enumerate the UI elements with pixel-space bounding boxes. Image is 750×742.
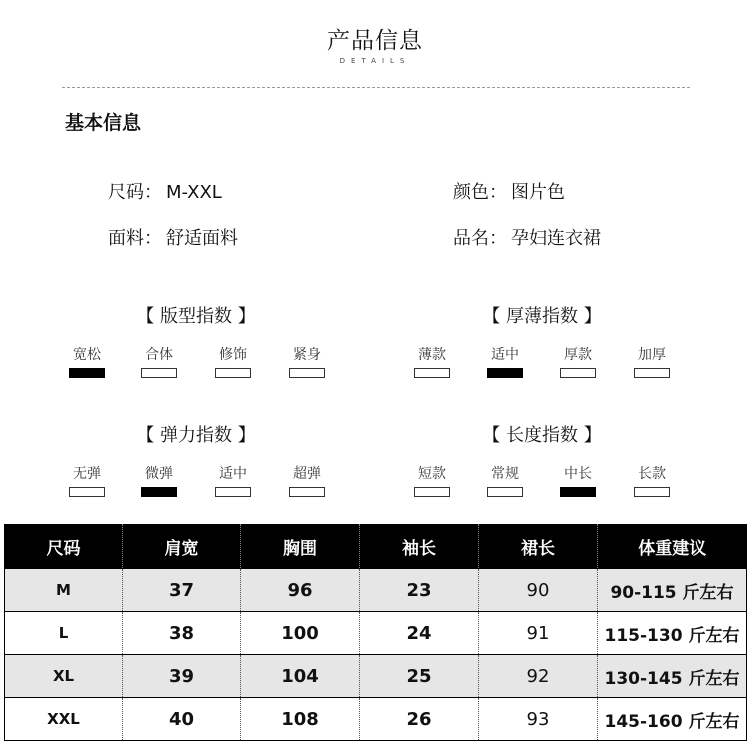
elasticity-option-label: 超弹 (293, 466, 321, 482)
elasticity-index-title: 【 弹力指数 】 (136, 425, 256, 446)
elasticity-option-label: 适中 (219, 466, 247, 482)
info-color-value: 图片色 (511, 182, 565, 203)
table-cell: 115-130 斤左右 (598, 612, 747, 655)
length-option-label: 长款 (638, 466, 666, 482)
table-cell: 25 (360, 655, 479, 698)
elasticity-option (131, 465, 187, 497)
table-cell: 108 (241, 698, 360, 741)
table-cell: 100 (241, 612, 360, 655)
table-cell: 37 (123, 569, 241, 612)
info-size-label: 尺码： (108, 182, 162, 203)
fit-option (205, 346, 261, 378)
elasticity-option-indicator (215, 487, 251, 497)
info-size (108, 178, 222, 204)
table-cell: 93 (479, 698, 598, 741)
table-cell: 96 (241, 569, 360, 612)
page-title: 产品信息 (327, 28, 423, 54)
thickness-option-label: 加厚 (638, 347, 666, 363)
table-cell: 26 (360, 698, 479, 741)
fit-option-indicator (215, 368, 251, 378)
fit-option (279, 346, 335, 378)
fit-option-label: 合体 (145, 347, 173, 363)
elasticity-option-label: 微弹 (145, 466, 173, 482)
elasticity-option-indicator (69, 487, 105, 497)
basic-info-heading: 基本信息 (65, 112, 142, 134)
size-table-header: 胸围 (241, 524, 360, 569)
header-divider (62, 87, 690, 88)
thickness-option-indicator (487, 368, 523, 378)
length-index-title: 【 长度指数 】 (482, 425, 602, 446)
table-row (5, 612, 747, 655)
table-row (5, 655, 747, 698)
table-cell: 91 (479, 612, 598, 655)
length-option (624, 465, 680, 497)
length-option-label: 中长 (564, 466, 592, 482)
fit-option-label: 修饰 (219, 347, 247, 363)
thickness-option-label: 适中 (491, 347, 519, 363)
elasticity-option-indicator (289, 487, 325, 497)
size-table-header: 裙长 (479, 524, 598, 569)
info-color-label: 颜色： (453, 182, 507, 203)
elasticity-option (59, 465, 115, 497)
size-table (4, 524, 747, 741)
info-size-value: M-XXL (166, 182, 222, 203)
length-option-indicator (487, 487, 523, 497)
size-table-header: 袖长 (360, 524, 479, 569)
info-fabric (108, 224, 238, 250)
length-option (477, 465, 533, 497)
table-cell: M (5, 569, 123, 612)
elasticity-option-indicator (141, 487, 177, 497)
table-cell: 90 (479, 569, 598, 612)
table-cell: 145-160 斤左右 (598, 698, 747, 741)
thickness-option (477, 346, 533, 378)
table-cell: XXL (5, 698, 123, 741)
thickness-option-indicator (414, 368, 450, 378)
table-cell: 24 (360, 612, 479, 655)
info-fabric-label: 面料： (108, 228, 162, 249)
thickness-option-label: 厚款 (564, 347, 592, 363)
size-table-header: 体重建议 (598, 524, 747, 569)
length-option-indicator (634, 487, 670, 497)
thickness-index-title: 【 厚薄指数 】 (482, 306, 602, 327)
size-table-header: 尺码 (5, 524, 123, 569)
info-color (453, 178, 565, 204)
info-name (453, 224, 601, 250)
elasticity-option-label: 无弹 (73, 466, 101, 482)
size-table-header-row (5, 524, 747, 569)
info-name-value: 孕妇连衣裙 (511, 228, 601, 249)
length-option-label: 常规 (491, 466, 519, 482)
thickness-option (624, 346, 680, 378)
fit-index-title: 【 版型指数 】 (136, 306, 256, 327)
table-cell: L (5, 612, 123, 655)
length-option-indicator (414, 487, 450, 497)
table-cell: XL (5, 655, 123, 698)
table-cell: 39 (123, 655, 241, 698)
fit-option-indicator (69, 368, 105, 378)
table-row (5, 569, 747, 612)
elasticity-option (205, 465, 261, 497)
table-cell: 104 (241, 655, 360, 698)
table-cell: 23 (360, 569, 479, 612)
table-cell: 90-115 斤左右 (598, 569, 747, 612)
info-fabric-value: 舒适面料 (166, 228, 238, 249)
table-cell: 40 (123, 698, 241, 741)
thickness-option (404, 346, 460, 378)
thickness-option-indicator (634, 368, 670, 378)
length-option-label: 短款 (418, 466, 446, 482)
table-cell: 38 (123, 612, 241, 655)
size-table-header: 肩宽 (123, 524, 241, 569)
fit-option-indicator (141, 368, 177, 378)
elasticity-option (279, 465, 335, 497)
fit-option-label: 紧身 (293, 347, 321, 363)
length-option (404, 465, 460, 497)
thickness-option (550, 346, 606, 378)
thickness-option-label: 薄款 (418, 347, 446, 363)
page-subtitle: DETAILS (339, 57, 411, 65)
thickness-option-indicator (560, 368, 596, 378)
info-name-label: 品名： (453, 228, 507, 249)
fit-option (131, 346, 187, 378)
fit-option-indicator (289, 368, 325, 378)
table-row (5, 698, 747, 741)
fit-option-label: 宽松 (73, 347, 101, 363)
fit-option (59, 346, 115, 378)
table-cell: 92 (479, 655, 598, 698)
table-cell: 130-145 斤左右 (598, 655, 747, 698)
length-option (550, 465, 606, 497)
length-option-indicator (560, 487, 596, 497)
